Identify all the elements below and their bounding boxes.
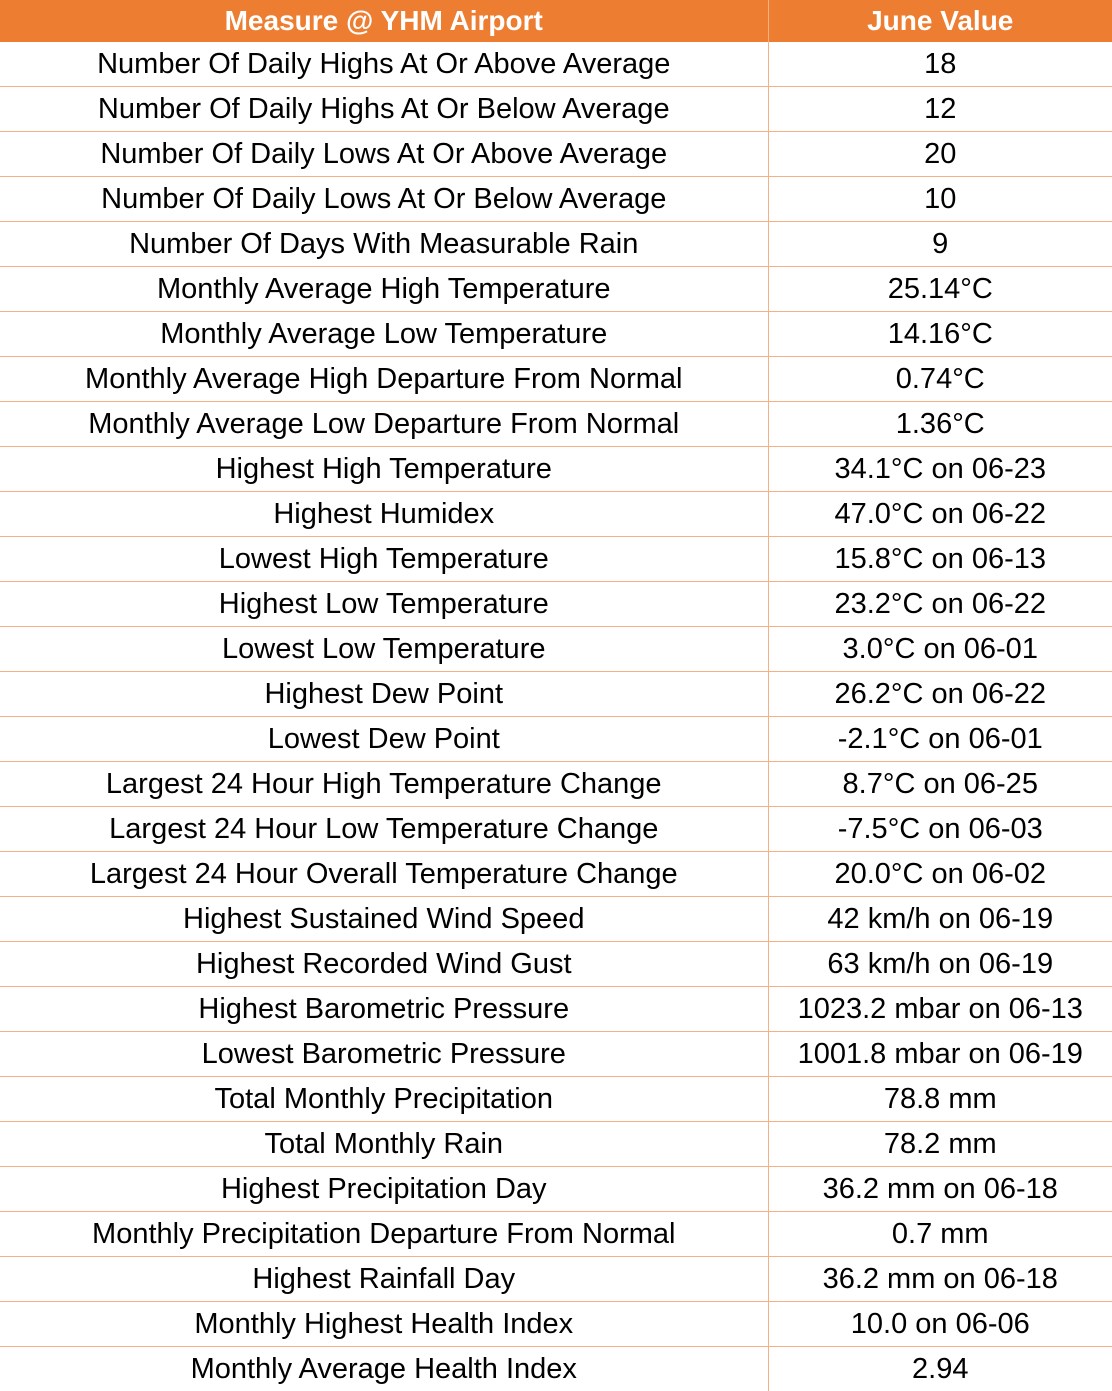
value-cell: 18 <box>768 42 1112 87</box>
table-row <box>0 762 1112 807</box>
value-cell: -2.1°C on 06-01 <box>768 717 1112 762</box>
value-cell: 25.14°C <box>768 267 1112 312</box>
measure-cell: Highest Recorded Wind Gust <box>0 942 768 987</box>
table-row <box>0 582 1112 627</box>
measure-cell: Highest Sustained Wind Speed <box>0 897 768 942</box>
table-row <box>0 897 1112 942</box>
measure-cell: Highest High Temperature <box>0 447 768 492</box>
measure-cell: Largest 24 Hour Overall Temperature Change <box>0 852 768 897</box>
measure-cell: Number Of Daily Highs At Or Above Average <box>0 42 768 87</box>
measure-cell: Lowest High Temperature <box>0 537 768 582</box>
table-row <box>0 672 1112 717</box>
table-row <box>0 222 1112 267</box>
measure-cell: Lowest Dew Point <box>0 717 768 762</box>
table-row <box>0 447 1112 492</box>
value-cell: 3.0°C on 06-01 <box>768 627 1112 672</box>
table-row <box>0 1212 1112 1257</box>
measure-cell: Monthly Average High Departure From Normal <box>0 357 768 402</box>
measure-cell: Lowest Barometric Pressure <box>0 1032 768 1077</box>
value-cell: 1.36°C <box>768 402 1112 447</box>
measure-cell: Highest Dew Point <box>0 672 768 717</box>
value-cell: 1001.8 mbar on 06-19 <box>768 1032 1112 1077</box>
table-row <box>0 942 1112 987</box>
value-cell: 1023.2 mbar on 06-13 <box>768 987 1112 1032</box>
value-cell: 15.8°C on 06-13 <box>768 537 1112 582</box>
value-cell: 8.7°C on 06-25 <box>768 762 1112 807</box>
column-header-value: June Value <box>768 0 1112 42</box>
measure-cell: Total Monthly Rain <box>0 1122 768 1167</box>
measure-cell: Highest Barometric Pressure <box>0 987 768 1032</box>
measure-cell: Number Of Daily Lows At Or Above Average <box>0 132 768 177</box>
table-header <box>0 0 1112 42</box>
table-row <box>0 492 1112 537</box>
value-cell: 0.74°C <box>768 357 1112 402</box>
measure-cell: Total Monthly Precipitation <box>0 1077 768 1122</box>
table-row <box>0 267 1112 312</box>
value-cell: 9 <box>768 222 1112 267</box>
measure-cell: Number Of Daily Highs At Or Below Average <box>0 87 768 132</box>
header-row <box>0 0 1112 42</box>
table-row <box>0 177 1112 222</box>
measure-cell: Monthly Precipitation Departure From Normal <box>0 1212 768 1257</box>
value-cell: 10.0 on 06-06 <box>768 1302 1112 1347</box>
table-row <box>0 1167 1112 1212</box>
value-cell: -7.5°C on 06-03 <box>768 807 1112 852</box>
value-cell: 78.2 mm <box>768 1122 1112 1167</box>
value-cell: 36.2 mm on 06-18 <box>768 1257 1112 1302</box>
measure-cell: Number Of Daily Lows At Or Below Average <box>0 177 768 222</box>
value-cell: 2.94 <box>768 1347 1112 1391</box>
value-cell: 26.2°C on 06-22 <box>768 672 1112 717</box>
table-row <box>0 1077 1112 1122</box>
measure-cell: Highest Rainfall Day <box>0 1257 768 1302</box>
table-row <box>0 1032 1112 1077</box>
measure-cell: Highest Low Temperature <box>0 582 768 627</box>
table-row <box>0 537 1112 582</box>
column-header-measure: Measure @ YHM Airport <box>0 0 768 42</box>
value-cell: 12 <box>768 87 1112 132</box>
table-row <box>0 87 1112 132</box>
value-cell: 36.2 mm on 06-18 <box>768 1167 1112 1212</box>
value-cell: 10 <box>768 177 1112 222</box>
table-row <box>0 807 1112 852</box>
measure-cell: Monthly Average Health Index <box>0 1347 768 1391</box>
table-body <box>0 42 1112 1391</box>
value-cell: 78.8 mm <box>768 1077 1112 1122</box>
table-row <box>0 402 1112 447</box>
table-row <box>0 1122 1112 1167</box>
measure-cell: Highest Humidex <box>0 492 768 537</box>
value-cell: 14.16°C <box>768 312 1112 357</box>
value-cell: 0.7 mm <box>768 1212 1112 1257</box>
table-row <box>0 852 1112 897</box>
table-row <box>0 1257 1112 1302</box>
table-row <box>0 132 1112 177</box>
value-cell: 23.2°C on 06-22 <box>768 582 1112 627</box>
measure-cell: Monthly Highest Health Index <box>0 1302 768 1347</box>
measure-cell: Number Of Days With Measurable Rain <box>0 222 768 267</box>
table-row <box>0 987 1112 1032</box>
measure-cell: Lowest Low Temperature <box>0 627 768 672</box>
value-cell: 20 <box>768 132 1112 177</box>
measure-cell: Largest 24 Hour Low Temperature Change <box>0 807 768 852</box>
measure-cell: Highest Precipitation Day <box>0 1167 768 1212</box>
value-cell: 20.0°C on 06-02 <box>768 852 1112 897</box>
value-cell: 34.1°C on 06-23 <box>768 447 1112 492</box>
measure-cell: Largest 24 Hour High Temperature Change <box>0 762 768 807</box>
value-cell: 42 km/h on 06-19 <box>768 897 1112 942</box>
table-row <box>0 717 1112 762</box>
value-cell: 47.0°C on 06-22 <box>768 492 1112 537</box>
table-row <box>0 627 1112 672</box>
table-row <box>0 312 1112 357</box>
table-row <box>0 42 1112 87</box>
table-row <box>0 357 1112 402</box>
measure-cell: Monthly Average Low Temperature <box>0 312 768 357</box>
table-row <box>0 1302 1112 1347</box>
table-row <box>0 1347 1112 1391</box>
measure-cell: Monthly Average Low Departure From Normal <box>0 402 768 447</box>
value-cell: 63 km/h on 06-19 <box>768 942 1112 987</box>
measure-cell: Monthly Average High Temperature <box>0 267 768 312</box>
